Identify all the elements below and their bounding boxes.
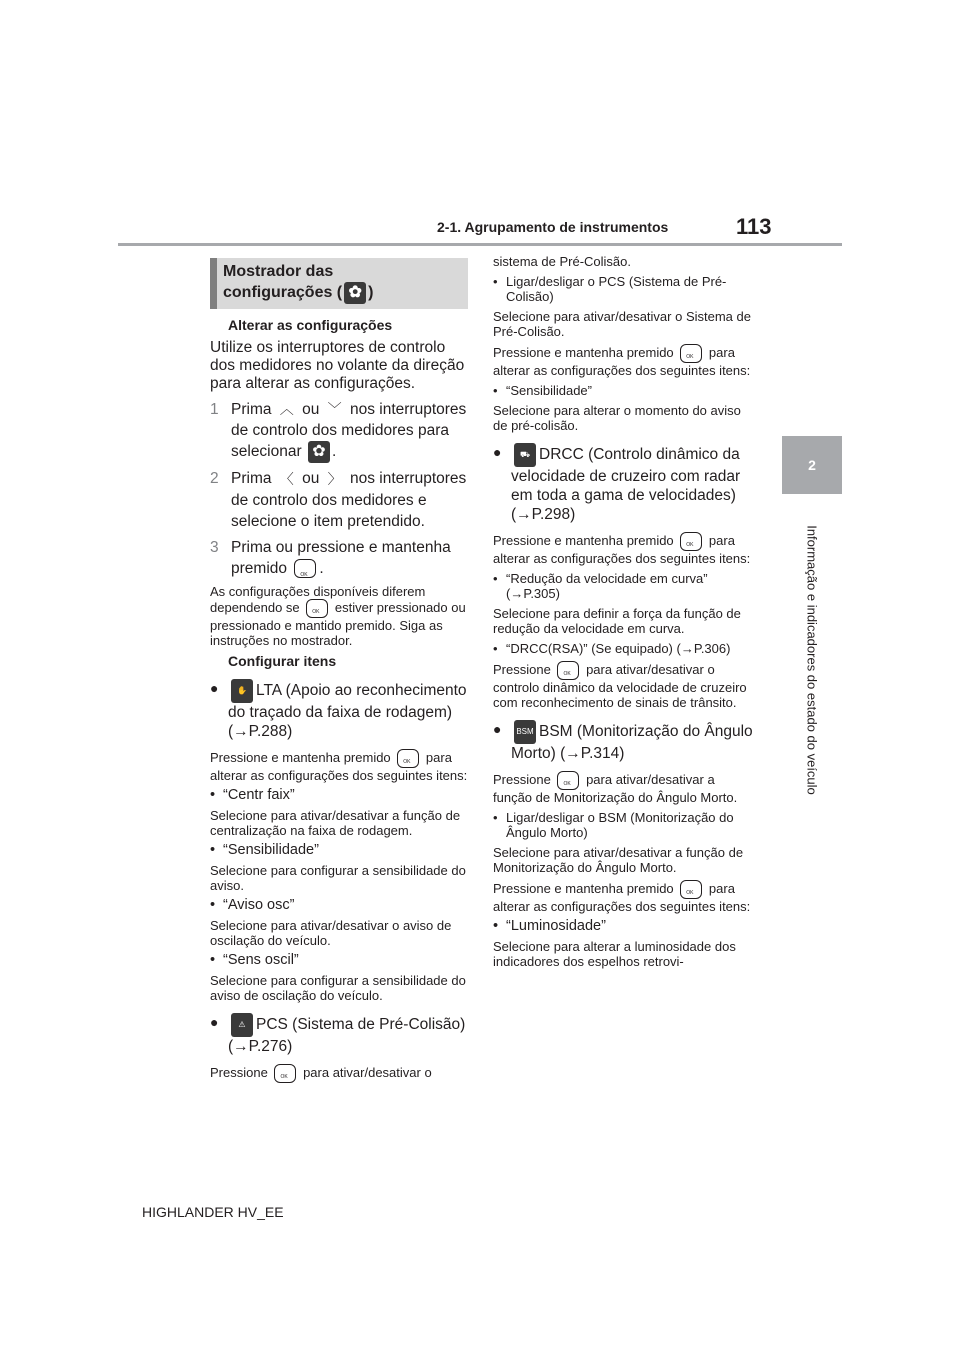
list-item-desc: Selecione para alterar o momento do aviso de pré-colisão.: [493, 403, 741, 433]
lta-heading-label: LTA (Apoio ao reconhecimento do traçado da faixa de rodagem) (→P.288): [228, 681, 467, 740]
list-item-label: Ligar/desligar o BSM (Monitorização do Ângulo Morto): [506, 810, 734, 840]
bsm-press-b: para ativar/desativar a função de Monitorização do Ângulo Morto.: [493, 771, 738, 805]
pcs-heading-label: PCS (Sistema de Pré-Colisão) (→P.276): [228, 1015, 466, 1055]
list-item-label: “Centr faix”: [223, 786, 295, 803]
lta-heading: [210, 679, 468, 741]
list-item-label: “DRCC(RSA)” (Se equipado) (→P.306): [506, 641, 731, 656]
step-text-a: Prima ou pressione e mantenha premido: [231, 538, 451, 577]
page-number: 113: [736, 214, 772, 239]
pcs-press2-text: [493, 344, 753, 378]
subheading-alterar: Alterar as configurações: [228, 317, 393, 333]
ok-button-icon: [557, 771, 579, 790]
bullet-icon: ●: [210, 1013, 219, 1030]
step-text-c: .: [331, 443, 337, 461]
step-text-a: Prima: [231, 401, 272, 418]
step-text-b: nos interruptores de controlo dos medidores para selecionar: [231, 401, 467, 461]
ok-button-icon: [294, 559, 316, 578]
note-text-b: estiver pressionado ou pressionado e mantido premido. Siga as instruções no mostrador.: [210, 599, 466, 648]
step-2: [210, 468, 468, 531]
list-item: [493, 571, 753, 601]
settings-gear-icon: ✿: [344, 282, 366, 304]
heading-text: Mostrador das configurações (: [223, 263, 343, 302]
bsm-icon: BSM: [514, 720, 536, 744]
list-bullet: •: [493, 274, 498, 289]
list-bullet: •: [493, 810, 498, 825]
list-item-label: “Luminosidade”: [506, 918, 606, 934]
bsm-heading-label: BSM (Monitorização do Ângulo Morto) (→P.314): [511, 723, 753, 762]
step-text-b: nos interruptores de controlo dos medidores e selecione o item pretendido.: [231, 470, 467, 530]
bsm-press-text: [493, 771, 753, 805]
pcs-press2-a: Pressione e mantenha premido: [493, 344, 674, 360]
lta-icon: ✋: [231, 679, 253, 703]
right-column: [493, 254, 753, 974]
step-text: [231, 537, 468, 579]
ok-button-icon: [680, 880, 702, 899]
header-rule: [118, 243, 842, 246]
ok-button-icon: [274, 1064, 296, 1083]
list-item-desc: Selecione para configurar a sensibilidade do aviso de oscilação do veículo.: [210, 972, 466, 1003]
list-item: [493, 383, 753, 398]
list-bullet: •: [210, 951, 216, 968]
list-item-label: “Sens oscil”: [223, 951, 299, 968]
footer-model: HIGHLANDER HV_EE: [142, 1204, 284, 1220]
pcs-heading: [210, 1013, 468, 1056]
list-item-label: “Sensibilidade”: [223, 841, 319, 858]
list-item: [210, 788, 468, 803]
list-item: [493, 810, 753, 840]
intro-text: Utilize os interruptores de controlo dos medidores no volante da direção para alterar as configurações.: [210, 339, 465, 392]
drcc-press2-a: Pressione: [493, 661, 551, 677]
section-header-title: 2-1. Agrupamento de instrumentos: [437, 219, 669, 235]
ok-button-icon: [397, 749, 419, 768]
step-1: [210, 399, 468, 463]
list-item: [210, 953, 468, 968]
list-item-label: “Redução da velocidade em curva” (→P.305): [506, 571, 708, 601]
step-text: [231, 399, 468, 463]
ok-button-icon: [557, 661, 579, 680]
step-text-mid: ou: [302, 401, 320, 418]
bsm-press2-text: [493, 880, 753, 914]
chevron-right-icon: 〉: [327, 470, 342, 487]
bsm-heading: [493, 720, 753, 763]
step-number: 1: [210, 401, 219, 418]
drcc-press-text: [493, 532, 753, 566]
list-bullet: •: [493, 918, 499, 934]
lta-heading-text: [228, 679, 468, 741]
drcc-press-b: para alterar as configurações dos seguintes itens:: [493, 532, 751, 566]
settings-gear-icon: ✿: [308, 441, 330, 463]
chapter-title-vertical: Informação e indicadores do estado do veículo: [804, 525, 820, 795]
list-item-desc: Selecione para ativar/desativar a função de centralização na faixa de rodagem.: [210, 807, 461, 838]
lta-press-text: [210, 749, 468, 783]
left-column: [210, 258, 468, 1088]
step-text-c: .: [319, 559, 324, 577]
list-bullet: •: [493, 641, 498, 656]
list-bullet: •: [493, 571, 498, 586]
list-bullet: •: [210, 896, 216, 913]
list-item-desc: Selecione para definir a força da função de redução da velocidade em curva.: [493, 606, 741, 636]
lta-press-b: para alterar as configurações dos seguintes itens:: [210, 749, 468, 783]
drcc-press2-text: [493, 661, 753, 710]
settings-display-heading: [210, 258, 468, 309]
list-item: [493, 274, 753, 304]
chevron-down-icon: ﹀: [327, 401, 342, 418]
chapter-tab: 2: [782, 436, 842, 494]
list-item-desc: Selecione para configurar a sensibilidade do aviso.: [210, 862, 466, 893]
bsm-press2-a: Pressione e mantenha premido: [493, 880, 674, 896]
pcs-press-a: Pressione: [210, 1064, 268, 1080]
bsm-heading-text: [511, 720, 753, 763]
step-3: [210, 537, 468, 579]
list-item-desc: Selecione para ativar/desativar o Sistema de Pré-Colisão.: [493, 309, 751, 339]
drcc-heading: [493, 443, 753, 524]
bullet-icon: ●: [493, 444, 502, 460]
step-number: 2: [210, 470, 219, 488]
bsm-press-a: Pressione: [493, 771, 551, 787]
list-item: [493, 919, 753, 934]
pcs-heading-text: [228, 1013, 468, 1056]
heading-close: ): [368, 284, 374, 302]
step-text-mid: ou: [302, 470, 320, 488]
list-item: [493, 641, 753, 656]
list-bullet: •: [493, 383, 498, 398]
pcs-continuation: sistema de Pré-Colisão.: [493, 254, 631, 269]
ok-button-icon: [306, 599, 328, 618]
note-text: [210, 584, 468, 648]
step-text-a: Prima: [231, 470, 272, 488]
list-item-label: “Sensibilidade”: [506, 383, 592, 398]
ok-button-icon: [680, 532, 702, 551]
bsm-press2-b: para alterar as configurações dos seguintes itens:: [493, 880, 751, 914]
drcc-heading-label: DRCC (Controlo dinâmico da velocidade de cruzeiro com radar em toda a gama de velocidades) (→P.298): [511, 446, 741, 523]
list-item-desc: Selecione para ativar/desativar a função de Monitorização do Ângulo Morto.: [493, 845, 744, 875]
lta-press-a: Pressione e mantenha premido: [210, 749, 391, 765]
note-text-a: As configurações disponíveis diferem dependendo se: [210, 583, 426, 615]
list-item: [210, 843, 468, 858]
pcs-press2-b: para alterar as configurações dos seguintes itens:: [493, 344, 751, 378]
list-bullet: •: [210, 841, 216, 858]
bullet-icon: ●: [210, 679, 219, 696]
pcs-press-b: para ativar/desativar o: [303, 1064, 432, 1080]
ok-button-icon: [680, 344, 702, 363]
list-bullet: •: [210, 786, 216, 803]
chevron-left-icon: 〈: [279, 470, 294, 487]
subheading-configurar: Configurar itens: [228, 652, 337, 669]
list-item-desc: Selecione para alterar a luminosidade dos indicadores dos espelhos retrovi-: [493, 939, 736, 969]
bullet-icon: ●: [493, 721, 502, 737]
list-item-label: “Aviso osc”: [223, 896, 295, 913]
list-item: [210, 898, 468, 913]
step-text: [231, 468, 468, 531]
pcs-press-text: [210, 1064, 468, 1083]
drcc-icon: ⛟: [514, 443, 536, 467]
drcc-heading-text: [511, 443, 753, 524]
list-item-label: Ligar/desligar o PCS (Sistema de Pré-Colisão): [506, 274, 727, 304]
pcs-icon: ⚠: [231, 1013, 253, 1037]
step-number: 3: [210, 538, 219, 556]
list-item-desc: Selecione para ativar/desativar o aviso de oscilação do veículo.: [210, 917, 452, 948]
chevron-up-icon: ︿: [279, 401, 294, 418]
drcc-press-a: Pressione e mantenha premido: [493, 532, 674, 548]
drcc-press2-b: para ativar/desativar o controlo dinâmico da velocidade de cruzeiro com reconhecimento de sinais de trânsito.: [493, 661, 747, 710]
